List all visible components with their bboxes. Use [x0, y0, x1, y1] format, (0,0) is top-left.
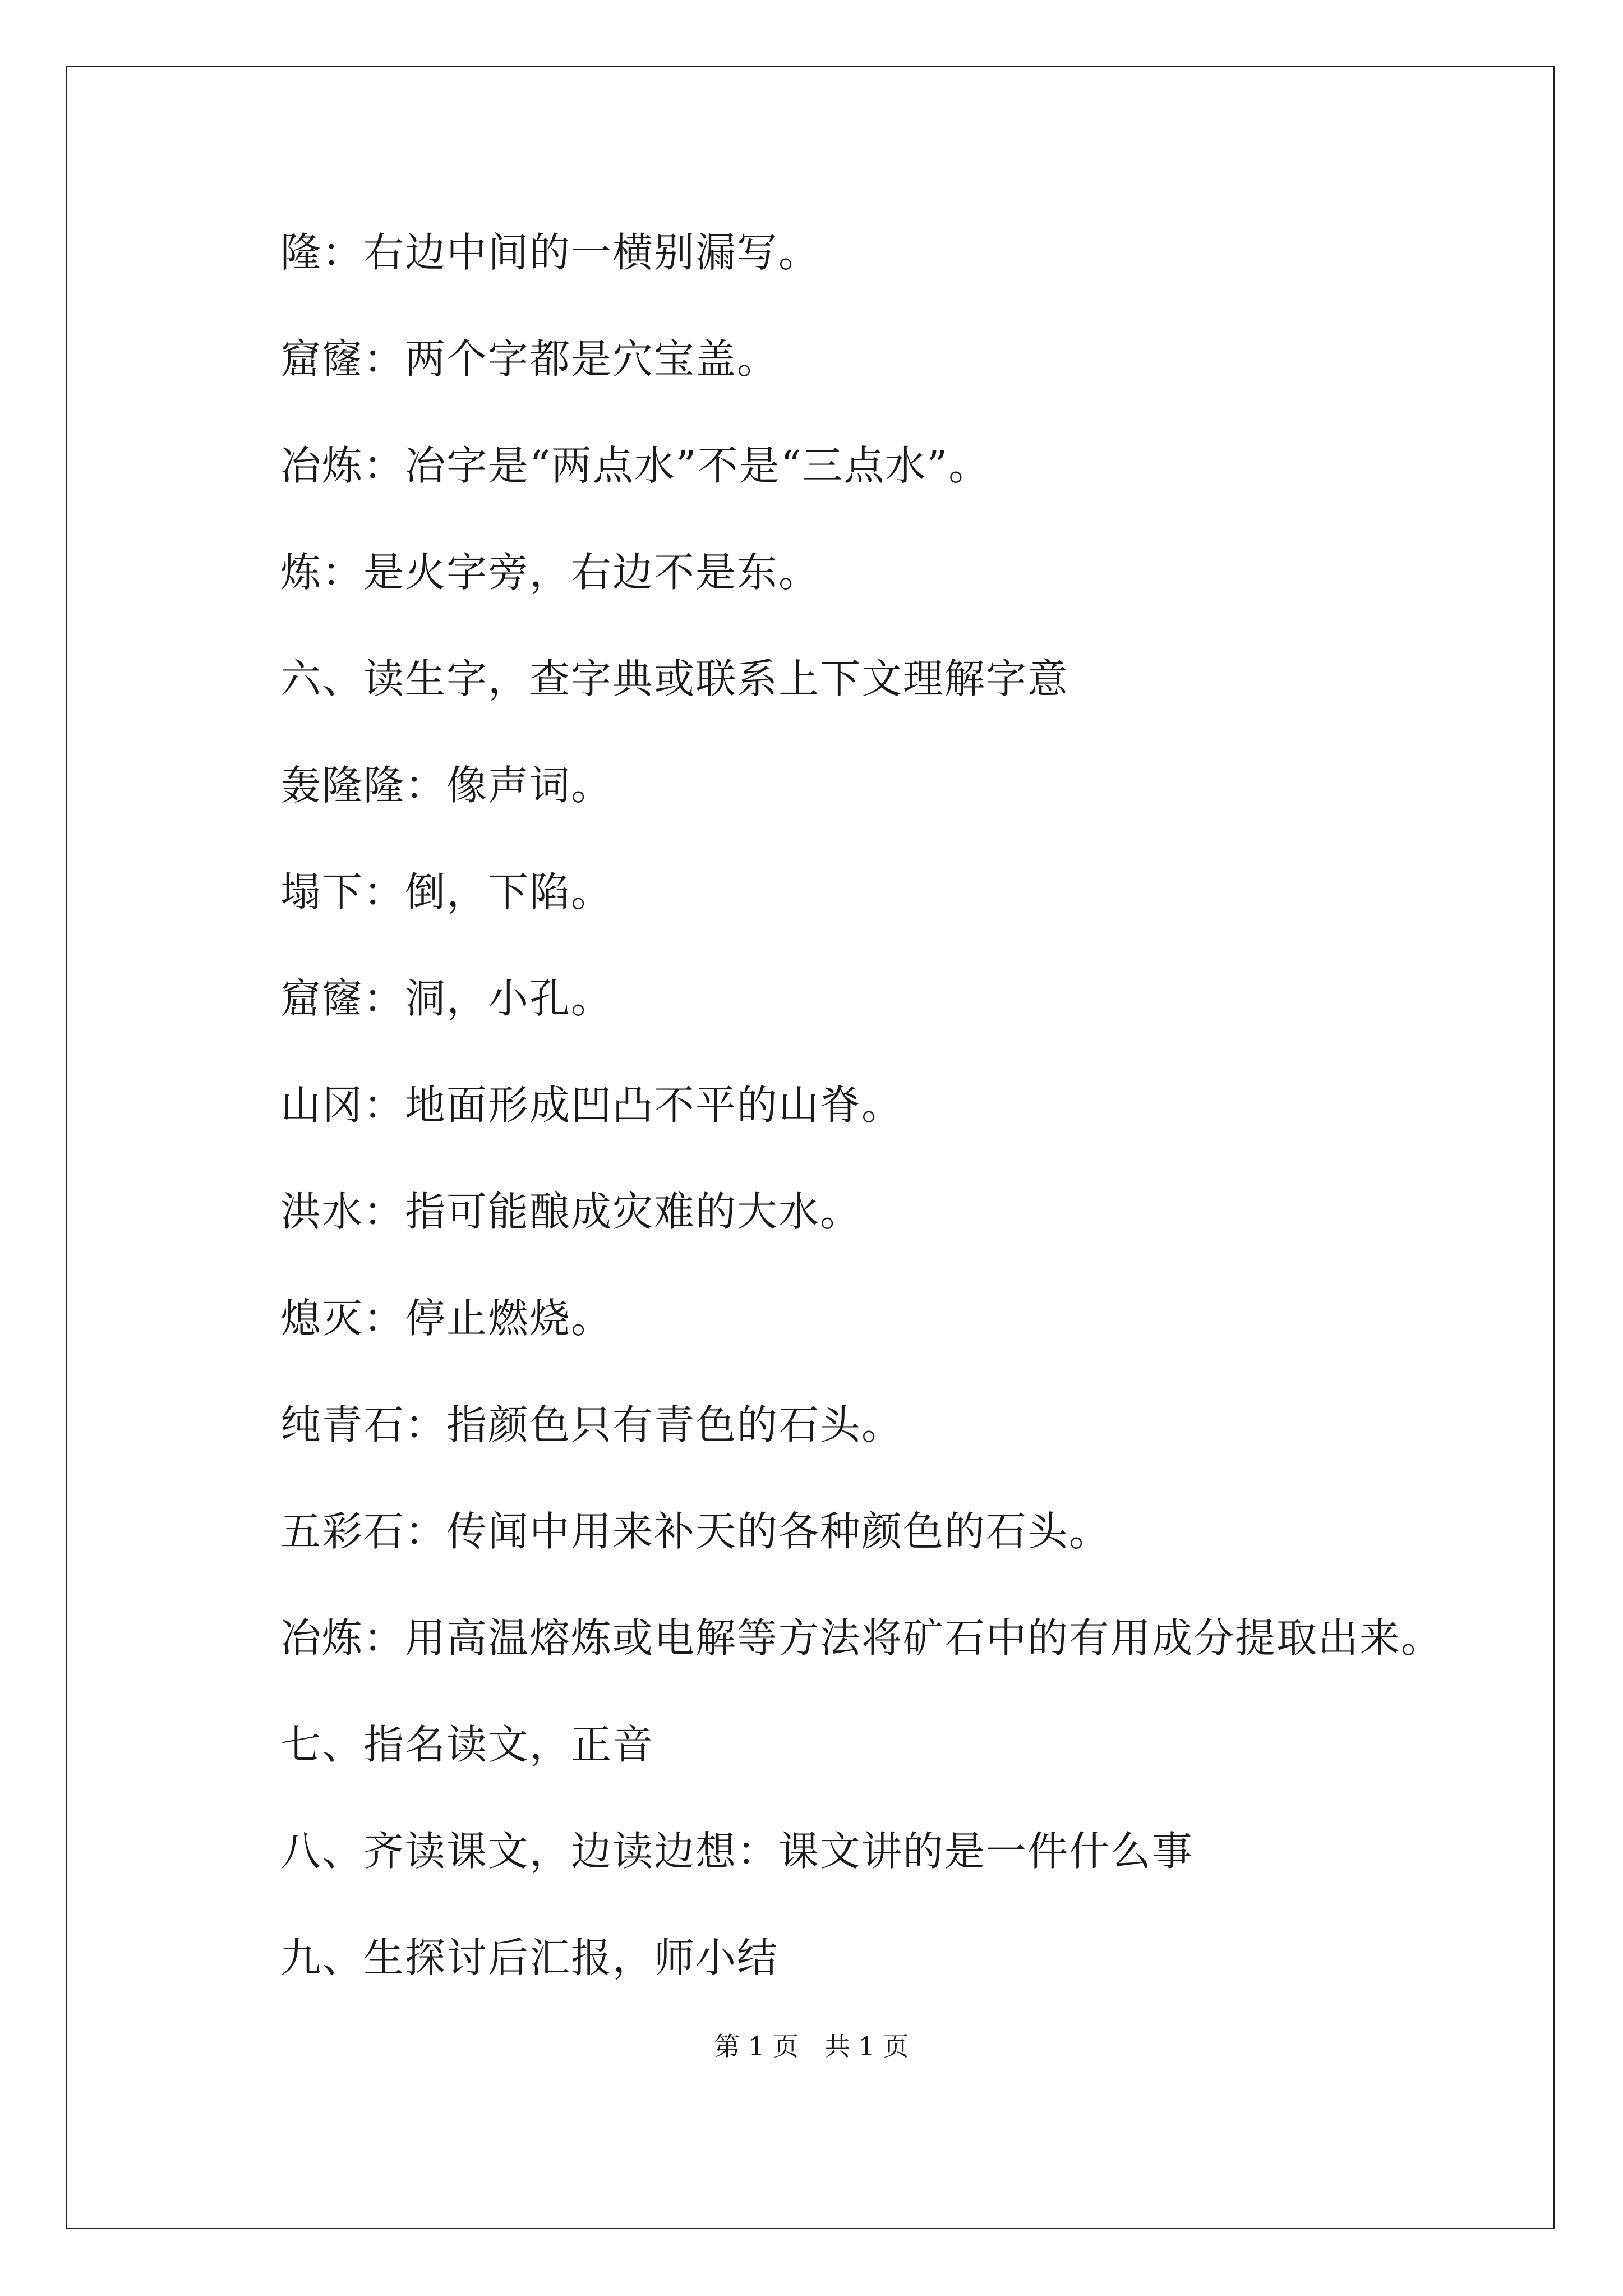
- section-heading: 八、齐读课文，边读边想：课文讲的是一件什么事: [280, 1828, 1194, 1875]
- text-line: 炼：是火字旁，右边不是东。: [280, 549, 820, 596]
- text-line: 窟窿：洞，小孔。: [280, 975, 613, 1022]
- section-heading: 九、生探讨后汇报，师小结: [280, 1934, 779, 1981]
- text-line: 洪水：指可能酿成灾难的大水。: [280, 1188, 862, 1235]
- text-line: 纯青石：指颜色只有青色的石头。: [280, 1401, 903, 1448]
- document-body: [280, 0, 1514, 2296]
- text-line: 五彩石：传闻中用来补天的各种颜色的石头。: [280, 1508, 1111, 1555]
- text-line: 轰隆隆：像声词。: [280, 762, 613, 809]
- section-heading: 七、指名读文，正音: [280, 1721, 654, 1768]
- section-heading: 六、读生字，查字典或联系上下文理解字意: [280, 655, 1069, 702]
- text-line: 熄灭：停止燃烧。: [280, 1295, 613, 1342]
- text-line: 冶炼：冶字是“两点水”不是“三点水”。: [280, 442, 990, 489]
- text-line: 隆：右边中间的一横别漏写。: [280, 229, 820, 276]
- text-line: 窟窿：两个字都是穴宝盖。: [280, 335, 779, 383]
- text-line: 塌下：倒，下陷。: [280, 868, 613, 915]
- page-number-footer: 第 1 页 共 1 页: [714, 2031, 909, 2062]
- text-line: 冶炼：用高温熔炼或电解等方法将矿石中的有用成分提取出来。: [280, 1614, 1443, 1662]
- text-line: 山冈：地面形成凹凸不平的山脊。: [280, 1082, 903, 1129]
